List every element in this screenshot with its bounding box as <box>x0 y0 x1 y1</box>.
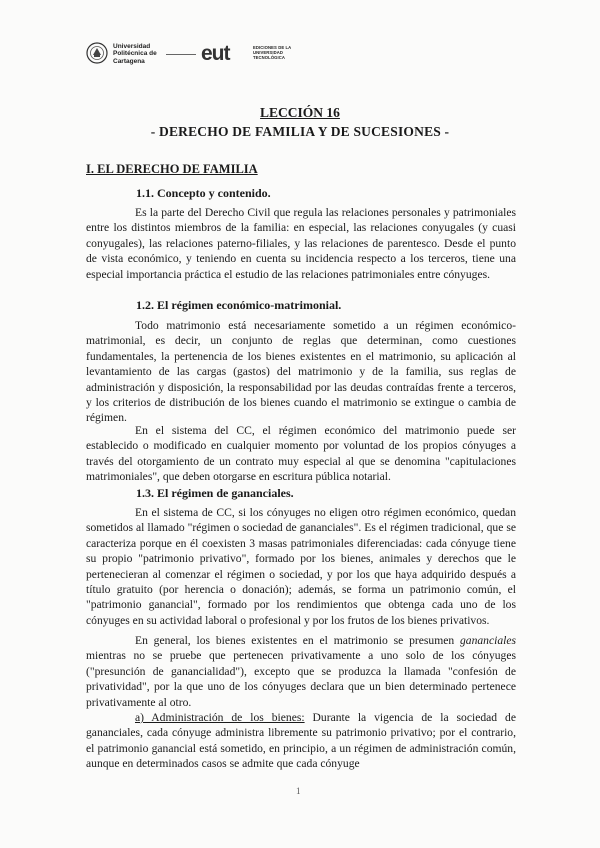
administracion-text: Durante la vigencia de la sociedad de gananciales, cada cónyuge administra libremente su patrimonio privativo; por el contrario, el patrimonio ganancial está sometido, en principio, a un régimen de administración común, aunque en determinados casos se admite que cada cónyuge <box>86 711 516 771</box>
lesson-subtitle: - DERECHO DE FAMILIA Y DE SUCESIONES - <box>150 124 450 139</box>
subsection-heading-1-1: 1.1. Concepto y contenido. <box>136 186 271 200</box>
paragraph-gananciales-2 <box>86 633 516 710</box>
university-name: Universidad Politécnica de Cartagena <box>113 43 157 65</box>
para2-prefix: En general, los bienes existentes en el matrimonio se presumen <box>135 634 460 647</box>
paragraph-administracion <box>86 710 516 772</box>
header-divider <box>166 54 196 55</box>
subsection-heading-1-2: 1.2. El régimen económico-matrimonial. <box>136 298 342 312</box>
paragraph-regimen-2: En el sistema del CC, el régimen económico del matrimonio puede ser establecido o modificado en cualquier momento por voluntad de los propios cónyuges a través del otorgamiento de un contrato muy especial al que se denomina "capitulaciones matrimoniales", que deben otorgarse en escritura pública notarial. <box>86 424 516 484</box>
paragraph-concepto: Es la parte del Derecho Civil que regula las relaciones personales y patrimoniales entre los distintos miembros de la familia: en especial, las relaciones conyugales (y cuasi conyugales), las relaciones paterno-filiales, y las relaciones de parentesco. Desde el punto de vista económico, y teniendo en cuenta su incidencia respecto a los terceros, tiene una especial importancia práctica el estudio de las relaciones patrimoniales entre cónyuges. <box>86 206 516 281</box>
eut-logo-icon <box>200 40 250 64</box>
eut-logo-text: eut <box>201 42 230 64</box>
para2-emphasis: gananciales <box>459 634 516 647</box>
para2-suffix: mientras no se pruebe que pertenecen privativamente a uno solo de los cónyuges ("presunción de ganancialidad"), excepto que se produzca la llamada "confesión de privatividad", por la que uno de los cónyuges declara que un bien determinado pertenece privativamente al otro. <box>86 649 516 709</box>
university-seal-icon <box>86 42 108 64</box>
paragraph-gananciales-1: En el sistema de CC, si los cónyuges no eligen otro régimen económico, quedan sometidos al llamado "régimen o sociedad de gananciales". Es el régimen tradicional, que se caracteriza porque en él coexisten 3 masas patrimoniales diferenciadas: cada cónyuge tiene su propio "patrimonio privativo", formado por los bienes, animales y derechos que le pertenecieran al comenzar el régimen o sociedad, y por los que haya adquirido después a título gratuito (por herencia o donación); además, se forma un patrimonio común, el "patrimonio ganancial", formado por los rendimientos que obtenga cada uno de los cónyuges en su actividad laboral o profesional y por los frutos de los bienes privativos. <box>86 506 516 627</box>
page-number: 1 <box>296 786 301 796</box>
subsection-heading-1-3: 1.3. El régimen de gananciales. <box>136 486 294 500</box>
lesson-title: LECCIÓN 16 <box>260 105 340 120</box>
paragraph-regimen-1: Todo matrimonio está necesariamente sometido a un régimen económico-matrimonial, es decir, un conjunto de reglas que determinan, como cuestiones fundamentales, la pertenencia de los bienes existentes en el matrimonio, su aplicación al levantamiento de las cargas (gastos) del matrimonio y de la familia, sus reglas de administración y disposición, la responsabilidad por las deudas contraídas frente a terceros, y los criterios de distribución de los bienes cuando el matrimonio se extingue o cambia de régimen. <box>86 319 516 425</box>
publisher-name: EDICIONES DE LA UNIVERSIDAD TECNOLÓGICA <box>253 45 292 60</box>
section-heading: I. EL DERECHO DE FAMILIA <box>86 162 258 176</box>
administracion-label: a) Administración de los bienes: <box>135 711 305 724</box>
header-logos <box>86 40 296 76</box>
